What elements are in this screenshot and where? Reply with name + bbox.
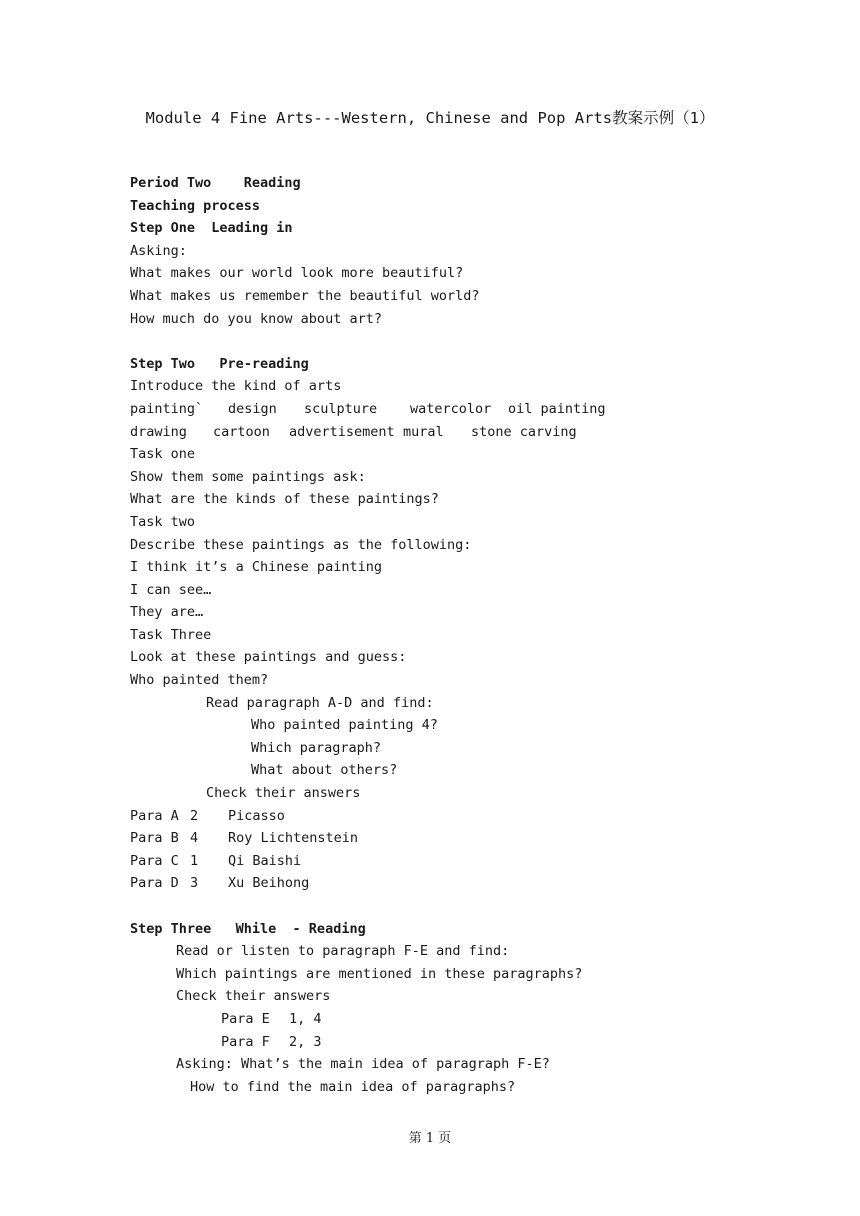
read-question: Which paragraph? [251, 739, 382, 756]
answer-row [130, 850, 810, 873]
read-question: What about others? [251, 762, 398, 779]
task-line: I think it’s a Chinese painting [130, 559, 382, 576]
question-line: What makes us remember the beautiful world? [130, 287, 480, 304]
task-line: What are the kinds of these paintings? [130, 491, 439, 508]
task-line: Look at these paintings and guess: [130, 649, 407, 666]
art-kind: cartoon [213, 423, 270, 440]
task-label: Task Three [130, 626, 212, 643]
task-line: I can see… [130, 581, 212, 598]
read-question: Who painted painting 4? [251, 717, 438, 734]
art-kind: mural [403, 423, 444, 440]
answer-row [130, 872, 810, 895]
art-kind: oil painting [508, 400, 606, 417]
art-kind: advertisement [289, 423, 395, 440]
answer-para: Para E [221, 1010, 270, 1027]
task-line: They are… [130, 604, 204, 621]
art-kind: stone carving [471, 423, 577, 440]
answer-name: Picasso [228, 807, 285, 824]
step-one-heading: Step One Leading in [130, 220, 293, 237]
answer-nums: 1, 4 [289, 1010, 322, 1027]
read-paragraph-line: Read paragraph A-D and find: [206, 694, 434, 711]
check-answers-line: Check their answers [176, 988, 331, 1005]
answer-para: Para F [221, 1033, 270, 1050]
answer-name: Qi Baishi [228, 852, 302, 869]
task-label: Task one [130, 446, 196, 463]
art-kind: painting` [130, 400, 204, 417]
answer-para: Para B [130, 830, 179, 847]
step-three-heading: Step Three While - Reading [130, 920, 366, 937]
answer-nums: 2, 3 [289, 1033, 322, 1050]
answer-para: Para C [130, 852, 179, 869]
task-line: Who painted them? [130, 672, 269, 689]
answer-name: Roy Lichtenstein [228, 830, 359, 847]
answer-num: 2 [190, 807, 199, 824]
intro-line: Introduce the kind of arts [130, 378, 342, 395]
art-kinds-row [130, 421, 810, 444]
answer-num: 1 [190, 852, 199, 869]
asking-line: Asking: What’s the main idea of paragraph F-E? [176, 1056, 550, 1073]
which-line: Which paintings are mentioned in these paragraphs? [176, 965, 583, 982]
period-heading: Period Two Reading [130, 175, 301, 191]
question-line: What makes our world look more beautiful? [130, 265, 464, 282]
document-title: Module 4 Fine Arts---Western, Chinese and Pop Arts教案示例（1） [145, 109, 715, 127]
teaching-process-heading: Teaching process [130, 197, 261, 214]
art-kind: watercolor [410, 400, 492, 417]
answer-row [130, 1008, 810, 1031]
read-listen-line: Read or listen to paragraph F-E and find: [176, 943, 510, 960]
task-line: Describe these paintings as the following: [130, 536, 472, 553]
answer-para: Para D [130, 875, 179, 892]
answer-num: 4 [190, 830, 199, 847]
answer-row [130, 1031, 810, 1054]
art-kinds-row [130, 398, 810, 421]
question-line: How much do you know about art? [130, 310, 382, 327]
art-kind: design [228, 400, 277, 417]
art-kind: drawing [130, 423, 187, 440]
art-kind: sculpture [304, 400, 378, 417]
check-answers-line: Check their answers [206, 785, 361, 802]
page-number: 第 1 页 [408, 1131, 452, 1146]
document-body [130, 172, 810, 1098]
answer-para: Para A [130, 807, 179, 824]
asking-label: Asking: [130, 242, 187, 259]
task-label: Task two [130, 513, 196, 530]
task-line: Show them some paintings ask: [130, 468, 366, 485]
answer-row [130, 805, 810, 828]
answer-name: Xu Beihong [228, 875, 310, 892]
how-line: How to find the main idea of paragraphs? [190, 1078, 516, 1095]
step-two-heading: Step Two Pre-reading [130, 355, 309, 372]
answer-num: 3 [190, 875, 199, 892]
answer-row [130, 827, 810, 850]
